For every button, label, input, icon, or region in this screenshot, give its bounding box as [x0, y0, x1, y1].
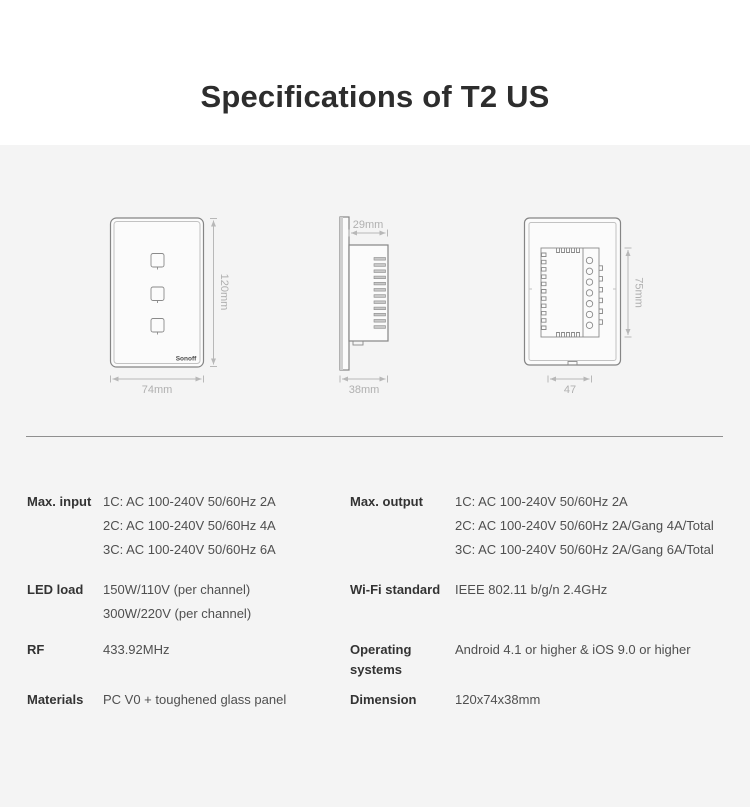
spec-row-operating-systems [350, 638, 730, 680]
spec-row-dimension [350, 688, 730, 712]
spec-value-line: IEEE 802.11 b/g/n 2.4GHz [455, 582, 608, 597]
page-title: Specifications of T2 US [200, 78, 550, 114]
spec-value-line: 1C: AC 100-240V 50/60Hz 2A [103, 494, 276, 509]
spec-value-line: 2C: AC 100-240V 50/60Hz 2A/Gang 4A/Total [455, 518, 714, 533]
side-panel-shading [340, 217, 343, 370]
spec-value [103, 688, 286, 712]
spec-value-line: Android 4.1 or higher & iOS 9.0 or higher [455, 642, 691, 657]
sonoff-logo: Sonoff [175, 355, 197, 363]
side-total-depth-label: 38mm [348, 384, 380, 396]
spec-value-line: PC V0 + toughened glass panel [103, 692, 287, 707]
spec-value [455, 578, 607, 602]
spec-row-max-output [350, 490, 730, 562]
side-body-foot [353, 341, 363, 345]
spec-label: Wi-Fi standard [350, 582, 441, 597]
spec-value [455, 490, 714, 562]
spec-value [455, 688, 540, 712]
spec-value-line: 2C: AC 100-240V 50/60Hz 4A [103, 518, 276, 533]
spec-row-wifi-standard [350, 578, 730, 602]
side-depth-dimension [349, 219, 388, 237]
spec-value [103, 490, 276, 562]
spec-label: Max. input [27, 494, 92, 509]
back-height-dimension [625, 248, 645, 337]
dimension-drawings [0, 200, 750, 400]
spec-row-rf [27, 638, 327, 662]
spec-value-line: 1C: AC 100-240V 50/60Hz 2A [455, 494, 628, 509]
back-view-drawing [525, 218, 645, 396]
side-view-drawing [340, 217, 388, 396]
spec-row-led-load [27, 578, 327, 626]
front-view-drawing [111, 218, 231, 396]
spec-row-max-input [27, 490, 327, 562]
spec-label: Materials [27, 692, 84, 707]
spec-value-line: 3C: AC 100-240V 50/60Hz 6A [103, 542, 276, 557]
spec-value-line: 433.92MHz [103, 642, 170, 657]
back-height-label: 75mm [632, 277, 645, 308]
spec-value-line: 3C: AC 100-240V 50/60Hz 2A/Gang 6A/Total [455, 542, 714, 557]
spec-label: Operating systems [350, 642, 412, 677]
spec-value-line: 120x74x38mm [455, 692, 541, 707]
spec-row-materials [27, 688, 327, 712]
front-width-label: 74mm [141, 384, 173, 396]
spec-label: Max. output [350, 494, 423, 509]
side-depth-label: 29mm [352, 219, 384, 231]
front-width-dimension [111, 376, 204, 397]
spec-label: LED load [27, 582, 84, 597]
spec-value [103, 638, 169, 662]
front-height-dimension [210, 219, 230, 367]
back-width-dimension [548, 376, 592, 397]
spec-value [103, 578, 251, 626]
spec-value-line: 300W/220V (per channel) [103, 606, 252, 621]
spec-value [455, 638, 691, 662]
front-height-label: 120mm [218, 273, 231, 311]
back-plate-outline [525, 218, 621, 365]
back-width-label: 47 [563, 384, 577, 396]
spec-label: Dimension [350, 692, 417, 707]
spec-label: RF [27, 642, 45, 657]
front-panel-outline [111, 218, 204, 367]
section-divider [26, 436, 723, 437]
side-total-depth-dimension [340, 376, 388, 397]
spec-value-line: 150W/110V (per channel) [103, 582, 251, 597]
